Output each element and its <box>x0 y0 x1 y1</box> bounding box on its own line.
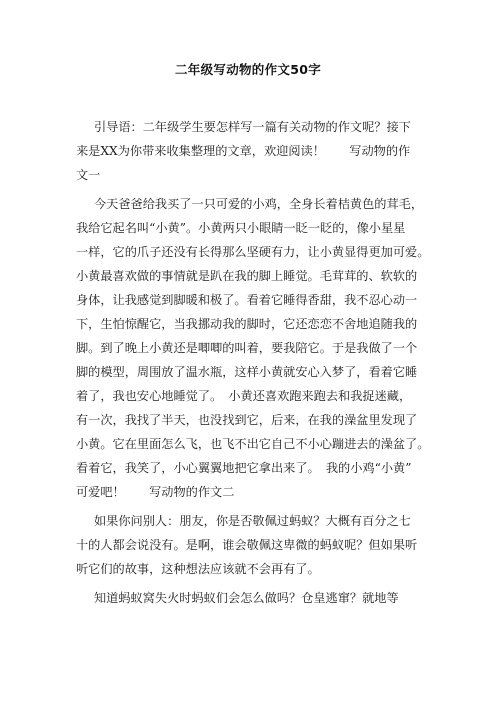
paragraph-line: 十的人都会说没有。是啊，谁会敬佩这卑微的蚂蚁呢？但如果听 <box>76 538 418 552</box>
paragraph-line: 小黄最喜欢做的事情就是趴在我的脚上睡觉。毛茸茸的、软软的 <box>76 269 418 283</box>
paragraph-line: 身体，让我感觉到脚暖和极了。看着它睡得香甜，我不忍心动一 <box>76 293 418 307</box>
paragraph-line: 脚的模型，周围放了温水瓶，这样小黄就安心入梦了，看着它睡 <box>76 365 418 379</box>
paragraph-line: 我给它起名叫“小黄”。小黄两只小眼睛一眨一眨的，像小星星 <box>76 221 406 235</box>
paragraph-line: 听它们的故事，这种想法应该就不会再有了。 <box>76 562 320 576</box>
document-title: 二年级写动物的作文50字 <box>175 62 321 77</box>
paragraph-line: 知道蚂蚁窝失火时蚂蚁们会怎么做吗？仓皇逃窜？就地等 <box>94 591 399 605</box>
paragraph-line: 下，生怕惊醒它，当我挪动我的脚时，它还恋恋不舍地追随我的 <box>76 317 418 331</box>
paragraph-line: 小黄。它在里面怎么飞，也飞不出它自己不小心蹦进去的澡盆了。 <box>76 437 430 451</box>
paragraph-line: 如果你问别人：朋友，你是否敬佩过蚂蚁？大概有百分之七 <box>94 514 411 528</box>
paragraph-line: 可爱吧！ 写动物的作文二 <box>76 485 235 499</box>
paragraph-line: 文一 <box>76 168 101 182</box>
paragraph-line: 着了，我也安心地睡觉了。 小黄还喜欢跑来跑去和我捉迷藏， <box>76 389 412 403</box>
paragraph-line: 来是XX为你带来收集整理的文章，欢迎阅读！ 写动物的作 <box>76 144 411 158</box>
paragraph-line: 有一次，我找了半天，也没找到它，后来，在我的澡盆里发现了 <box>76 413 418 427</box>
paragraph-line: 脚。到了晚上小黄还是唧唧的叫着，要我陪它。于是我做了一个 <box>76 341 418 355</box>
paragraph-line: 一样，它的爪子还没有长得那么坚硬有力，让小黄显得更加可爱。 <box>76 245 430 259</box>
paragraph-line: 引导语：二年级学生要怎样写一篇有关动物的作文呢？接下 <box>94 120 411 134</box>
paragraph-line: 今天爸爸给我买了一只可爱的小鸡，全身长着桔黄色的茸毛， <box>94 197 424 211</box>
paragraph-line: 看着它，我笑了，小心翼翼地把它拿出来了。 我的小鸡“小黄” <box>76 461 412 475</box>
